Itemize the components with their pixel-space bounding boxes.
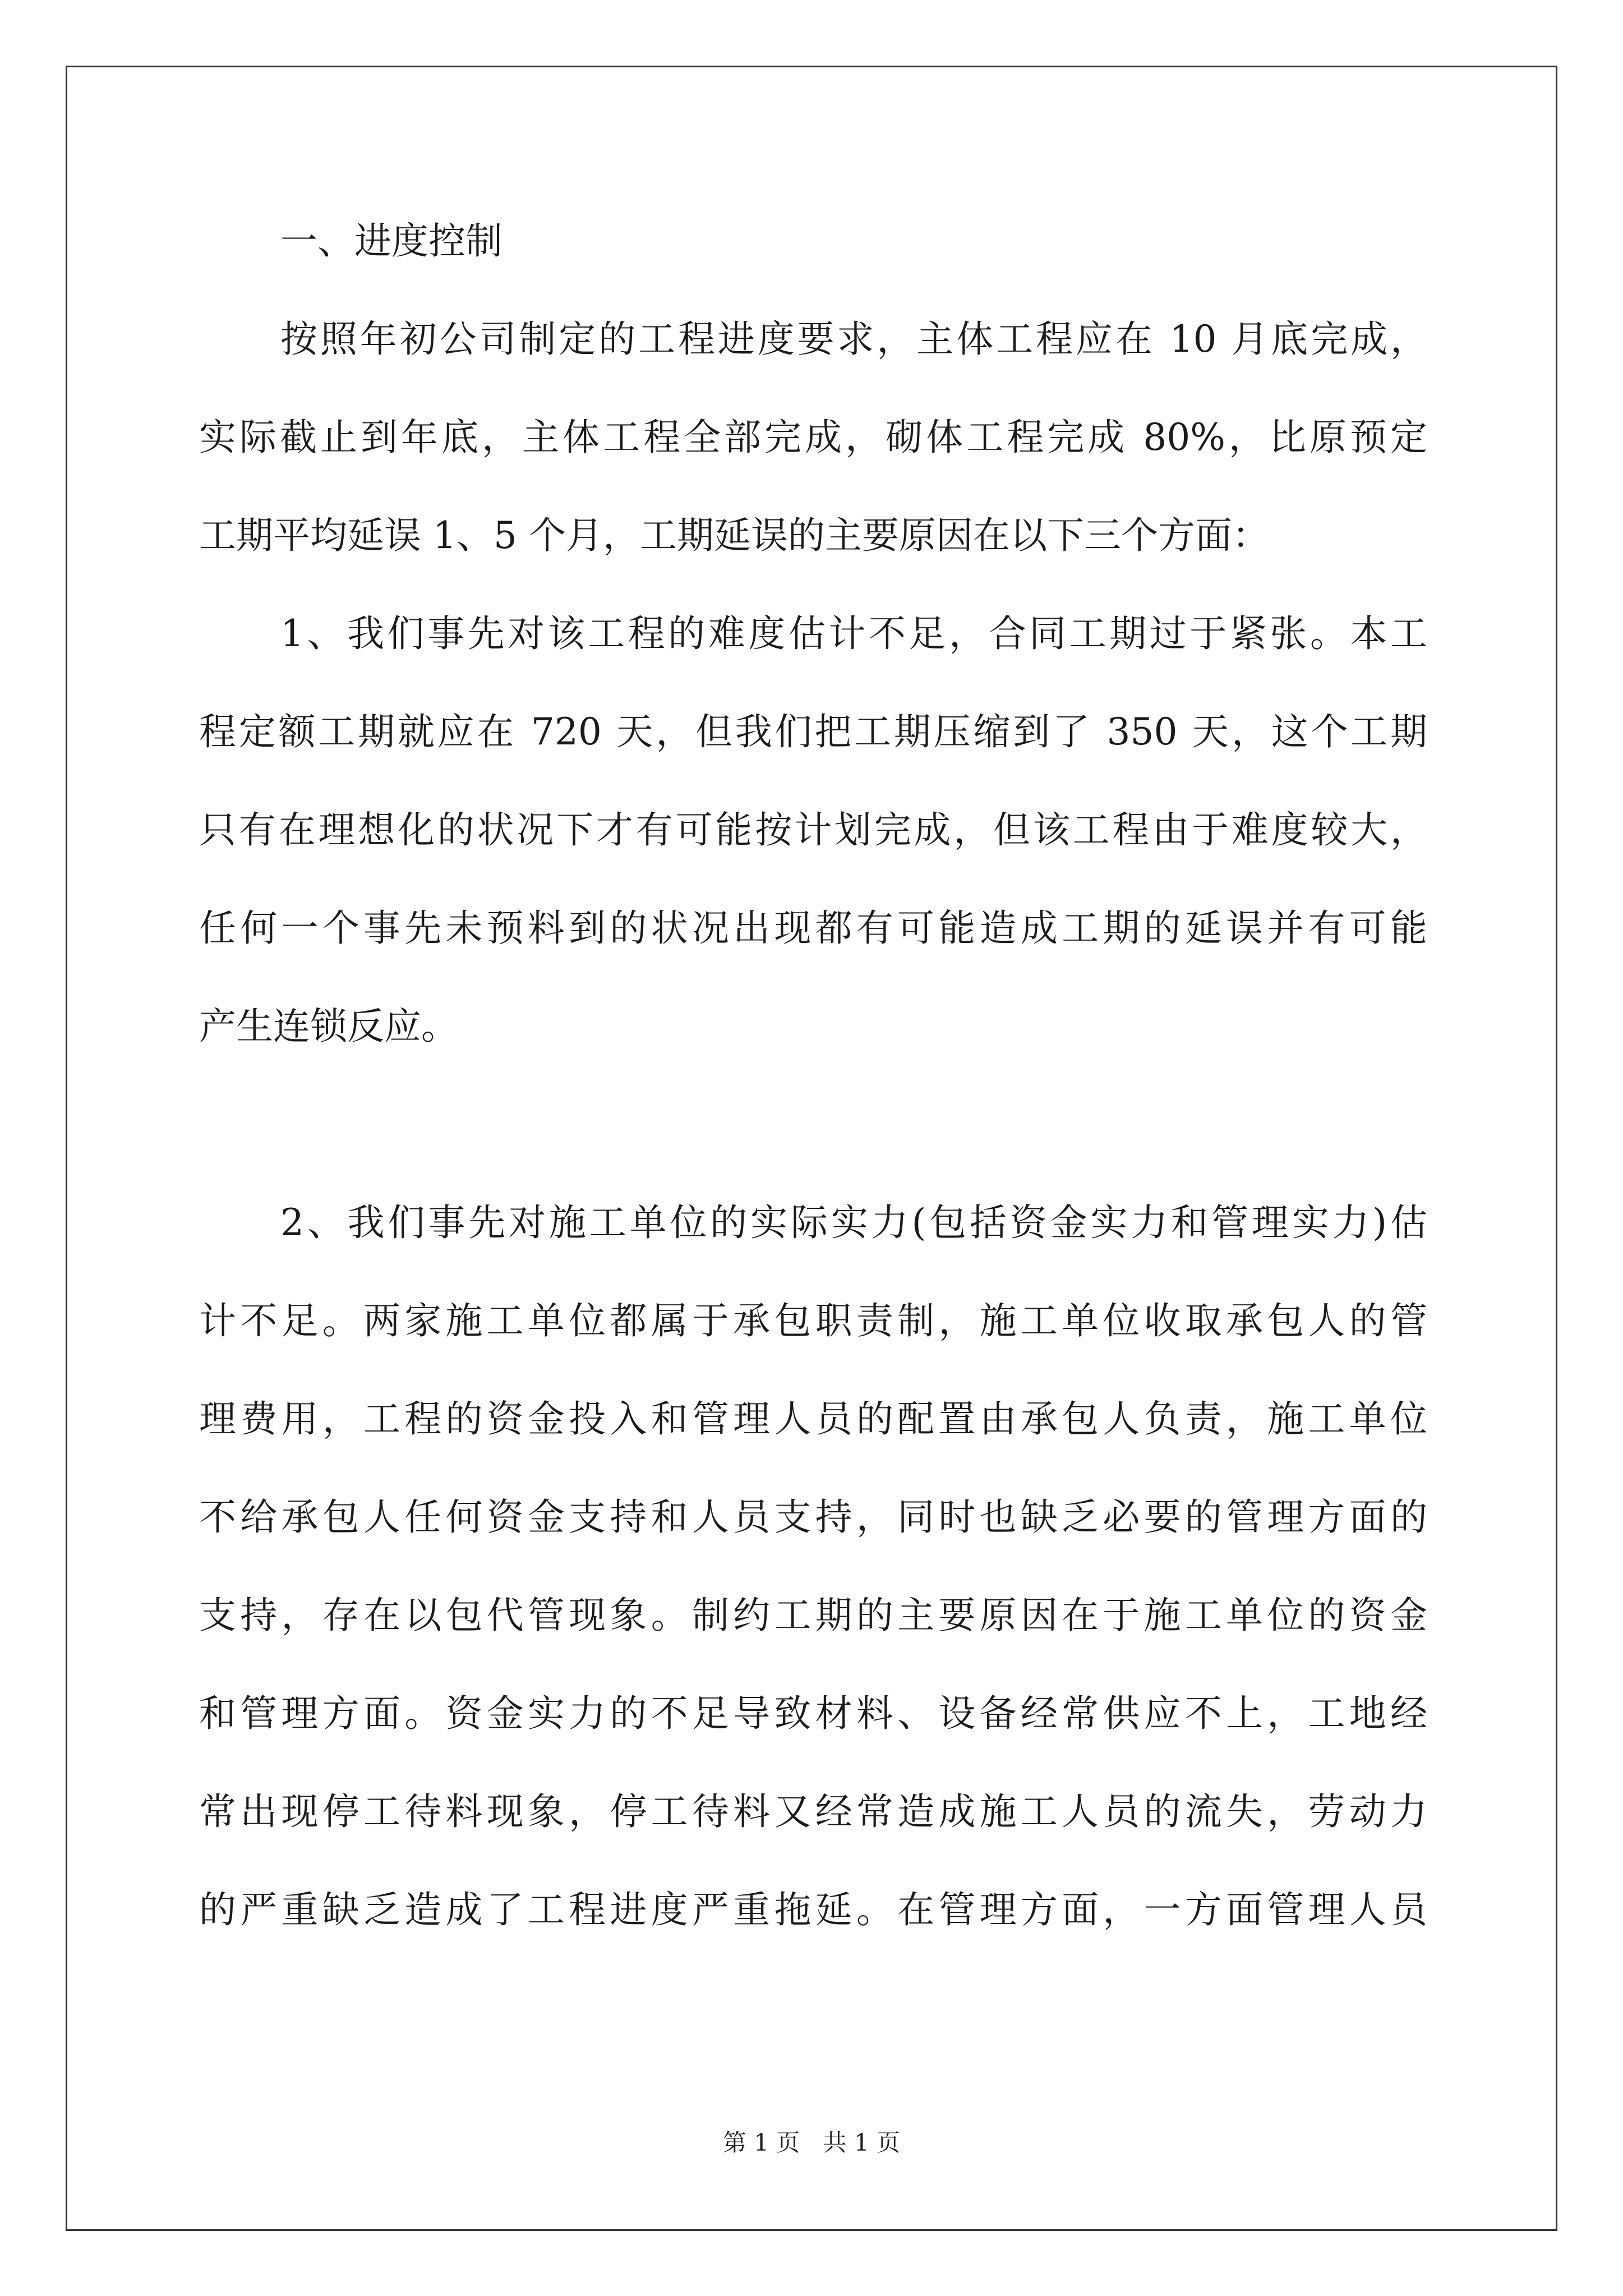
text-line: 和管理方面。资金实力的不足导致材料、设备经常供应不上，工地经 <box>199 1692 1427 1735</box>
page-number: 第 1 页 <box>722 2129 800 2156</box>
page-footer <box>0 2126 1623 2160</box>
text-line: 理费用，工程的资金投入和管理人员的配置由承包人负责，施工单位 <box>199 1397 1427 1441</box>
text-line: 按照年初公司制定的工程进度要求，主体工程应在 10 月底完成， <box>280 318 1427 361</box>
text-line: 实际截止到年底，主体工程全部完成，砌体工程完成 80%，比原预定 <box>199 416 1427 459</box>
page-total: 共 1 页 <box>823 2129 901 2156</box>
section-heading: 一、进度控制 <box>280 219 502 263</box>
text-line: 的严重缺乏造成了工程进度严重拖延。在管理方面，一方面管理人员 <box>199 1888 1427 1931</box>
text-line: 产生连锁反应。 <box>199 1005 458 1048</box>
paragraph-2 <box>199 600 1427 1091</box>
paragraph-3 <box>199 1189 1427 1975</box>
text-line: 只有在理想化的状况下才有可能按计划完成，但该工程由于难度较大， <box>199 808 1427 852</box>
text-line: 计不足。两家施工单位都属于承包职责制，施工单位收取承包人的管 <box>199 1299 1427 1342</box>
text-line: 支持，存在以包代管现象。制约工期的主要原因在于施工单位的资金 <box>199 1594 1427 1637</box>
text-line: 任何一个事先未预料到的状况出现都有可能造成工期的延误并有可能 <box>199 907 1427 950</box>
text-line: 2、我们事先对施工单位的实际实力(包括资金实力和管理实力)估 <box>280 1201 1427 1244</box>
text-line: 不给承包人任何资金支持和人员支持，同时也缺乏必要的管理方面的 <box>199 1496 1427 1539</box>
text-line: 程定额工期就应在 720 天，但我们把工期压缩到了 350 天，这个工期 <box>199 710 1427 753</box>
paragraph-1 <box>199 306 1427 600</box>
text-line: 工期平均延误 1、5 个月，工期延误的主要原因在以下三个方面： <box>199 514 1269 557</box>
text-line: 1、我们事先对该工程的难度估计不足，合同工期过于紧张。本工 <box>280 612 1427 655</box>
text-line: 常出现停工待料现象，停工待料又经常造成施工人员的流失，劳动力 <box>199 1790 1427 1833</box>
